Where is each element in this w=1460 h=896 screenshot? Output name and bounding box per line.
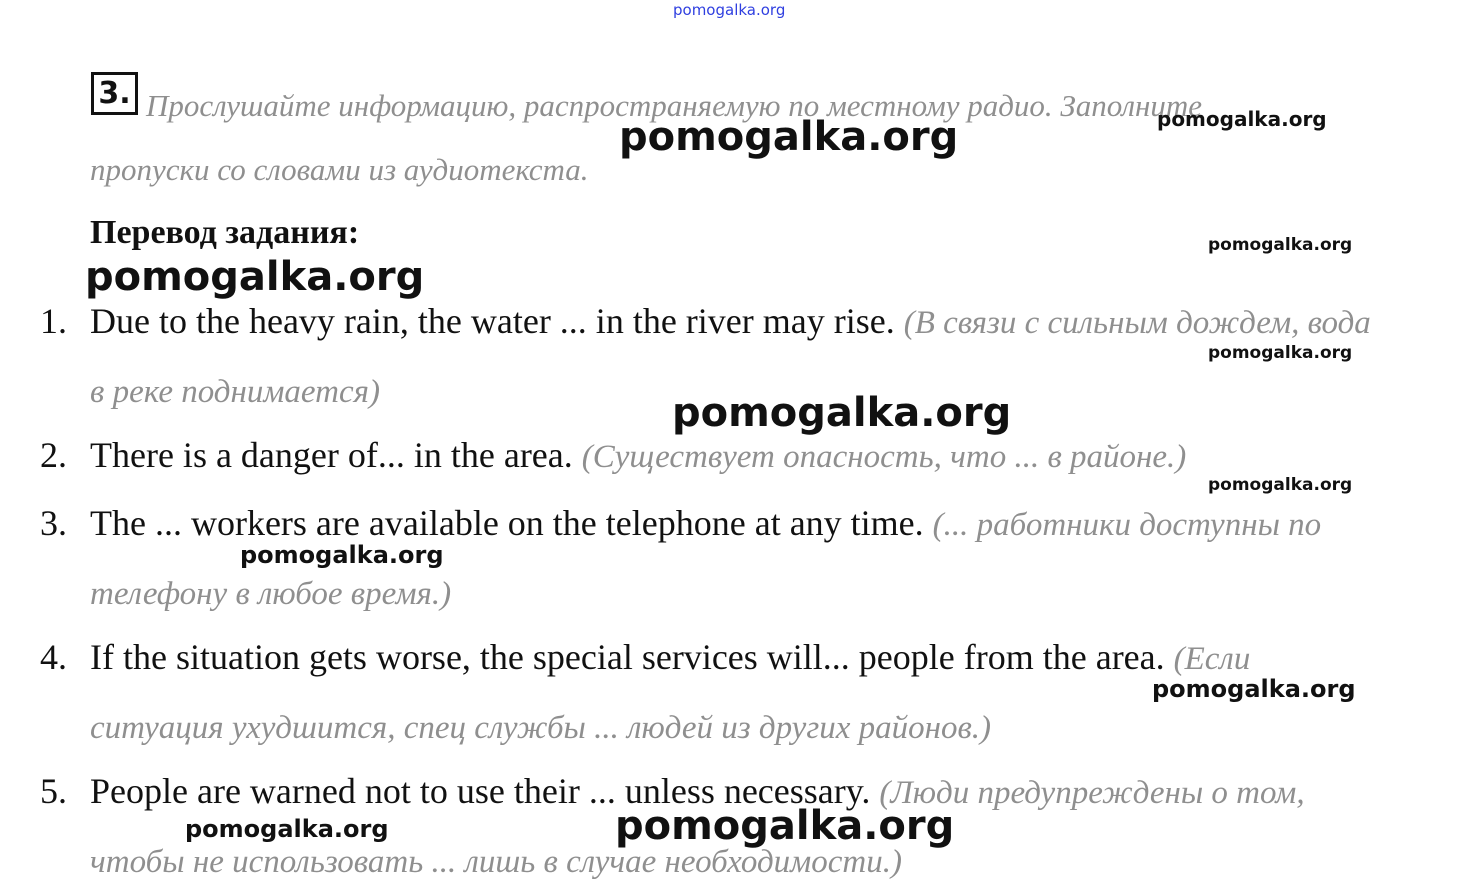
watermark: pomogalka.org [1157,107,1327,131]
watermark: pomogalka.org [672,390,1012,436]
item-translation: (Существует опасность, что ... в районе.) [581,439,1187,475]
task-instruction: Прослушайте информацию, распространяемую по местному радио. Заполните пропуски со словами из аудиотекста. [90,88,1203,187]
watermark: pomogalka.org [1208,235,1353,255]
task-number-box: 3. [91,72,138,115]
item-english: There is a danger of... in the area. [90,435,573,475]
watermark: pomogalka.org [1208,343,1353,363]
item-translation: (... работники доступны по телефону в любое время.) [90,507,1322,612]
watermark: pomogalka.org [615,803,955,849]
item-english: People are warned not to use their ... unless necessary. [90,771,871,811]
item-translation: (В связи с сильным дождем, вода в реке поднимается) [90,305,1371,410]
watermark: pomogalka.org [185,815,389,843]
item-english: The ... workers are available on the telephone at any time. [90,503,924,543]
item-number: 2. [40,435,67,475]
watermark: pomogalka.org [1208,475,1353,495]
item-translation: (Люди предупреждены о том, чтобы не использовать ... лишь в случае необходимости.) [90,775,1305,880]
translation-heading: Перевод задания: [90,214,360,251]
watermark: pomogalka.org [619,114,959,160]
item-number: 4. [40,637,67,677]
item-number: 5. [40,771,67,811]
watermark: pomogalka.org [85,254,425,300]
item-number: 1. [40,301,67,341]
watermark: pomogalka.org [1152,675,1356,703]
item-translation: (Если ситуация ухудшится, спец службы ... людей из других районов.) [90,641,1251,746]
site-header-link[interactable]: pomogalka.org [673,1,786,19]
item-english: Due to the heavy rain, the water ... in the river may rise. [90,301,895,341]
item-number: 3. [40,503,67,543]
item-english: If the situation gets worse, the special services will... people from the area. [90,637,1165,677]
watermark: pomogalka.org [240,541,444,569]
